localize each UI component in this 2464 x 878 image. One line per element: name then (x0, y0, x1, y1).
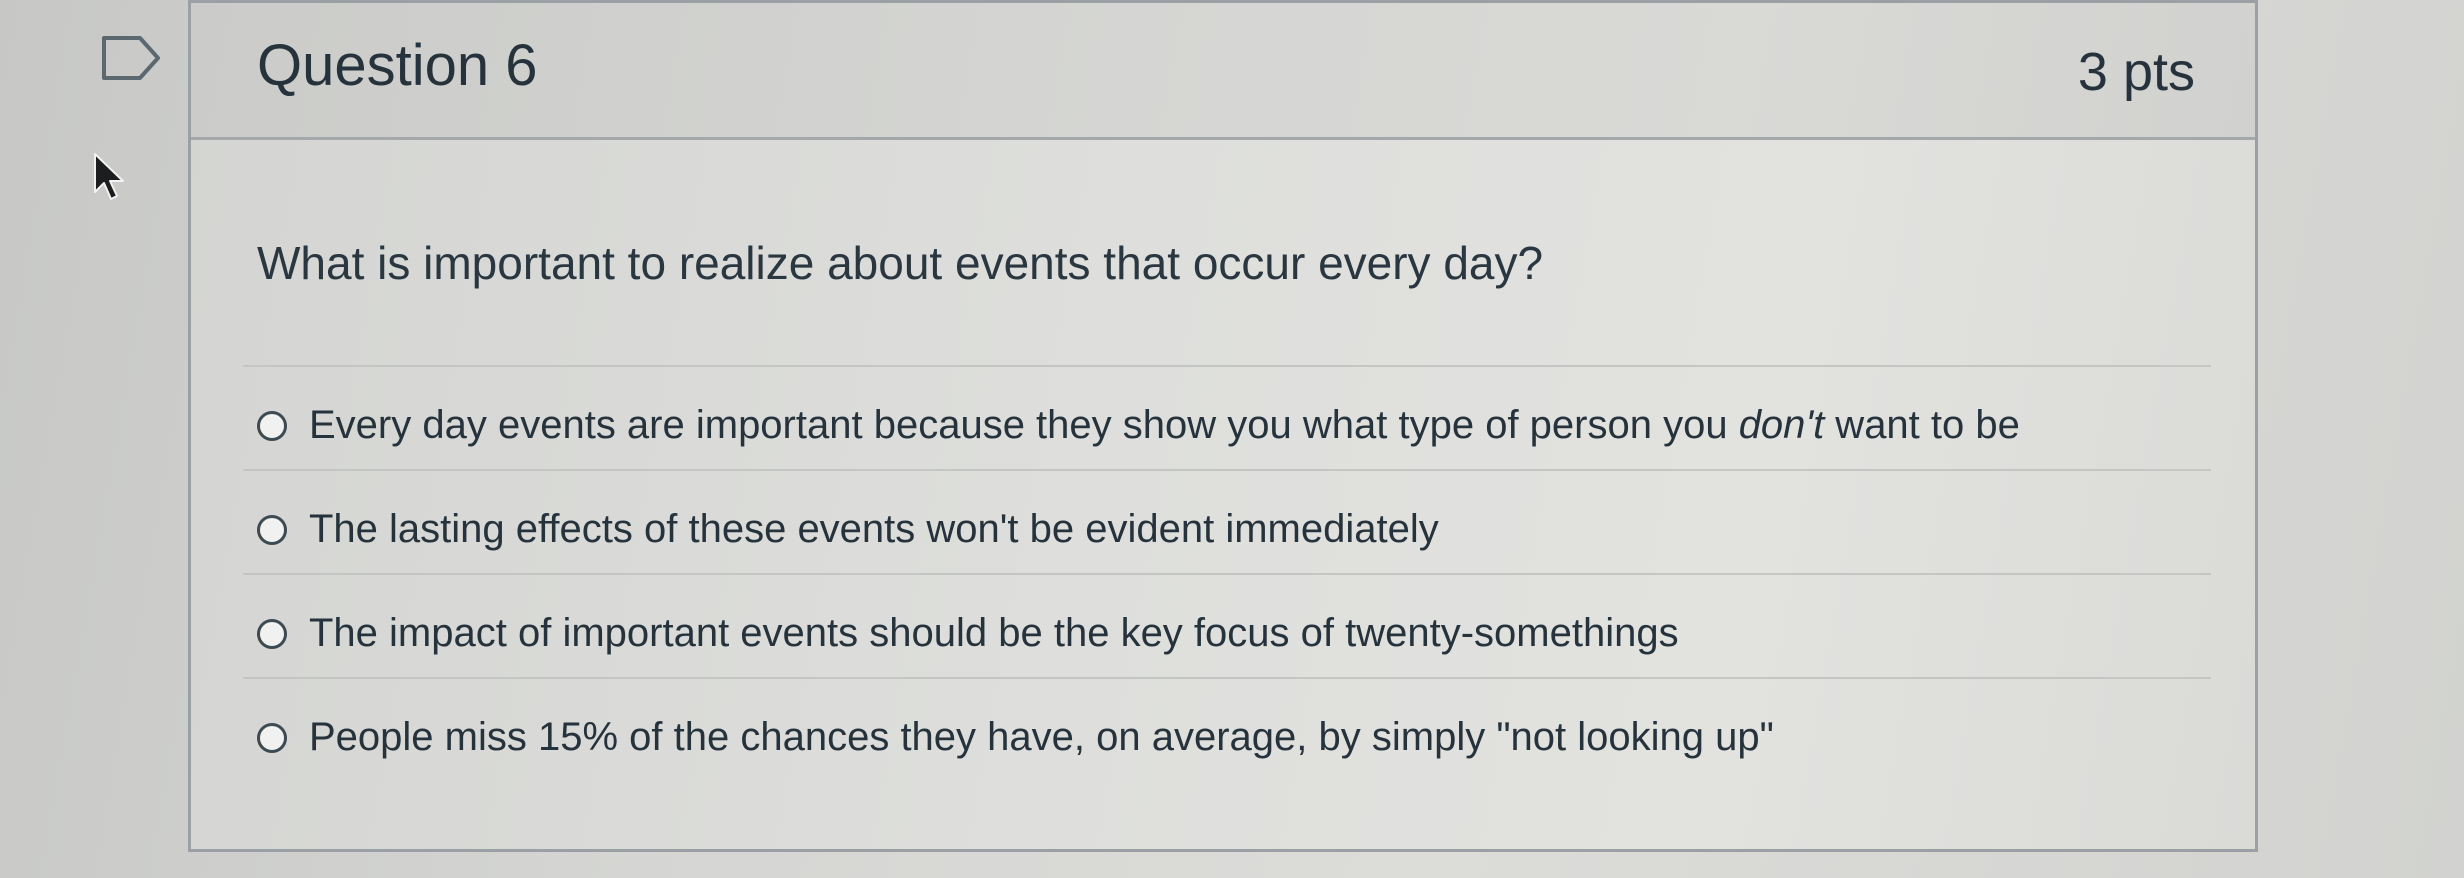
radio-button[interactable] (257, 619, 287, 649)
mouse-pointer-icon (92, 152, 128, 202)
answer-option[interactable] (243, 679, 2211, 783)
question-header (191, 3, 2255, 140)
answer-list (243, 365, 2211, 783)
answer-option[interactable] (243, 471, 2211, 575)
radio-button[interactable] (257, 411, 287, 441)
question-text: What is important to realize about events that occur every day? (257, 237, 1544, 289)
question-card (188, 0, 2258, 852)
answer-option[interactable] (243, 575, 2211, 679)
radio-button[interactable] (257, 515, 287, 545)
answer-label: The impact of important events should be the key focus of twenty-somethings (309, 611, 1679, 655)
question-points: 3 pts (2077, 42, 2195, 102)
flag-question-icon[interactable] (100, 34, 162, 82)
answer-label: Every day events are important because they show you what type of person you don't want to be (309, 403, 2020, 447)
answer-option[interactable] (243, 367, 2211, 471)
answer-label: People miss 15% of the chances they have, on average, by simply "not looking up" (309, 715, 1774, 759)
answer-label: The lasting effects of these events won't be evident immediately (309, 507, 1439, 551)
question-title: Question 6 (257, 33, 538, 98)
radio-button[interactable] (257, 723, 287, 753)
